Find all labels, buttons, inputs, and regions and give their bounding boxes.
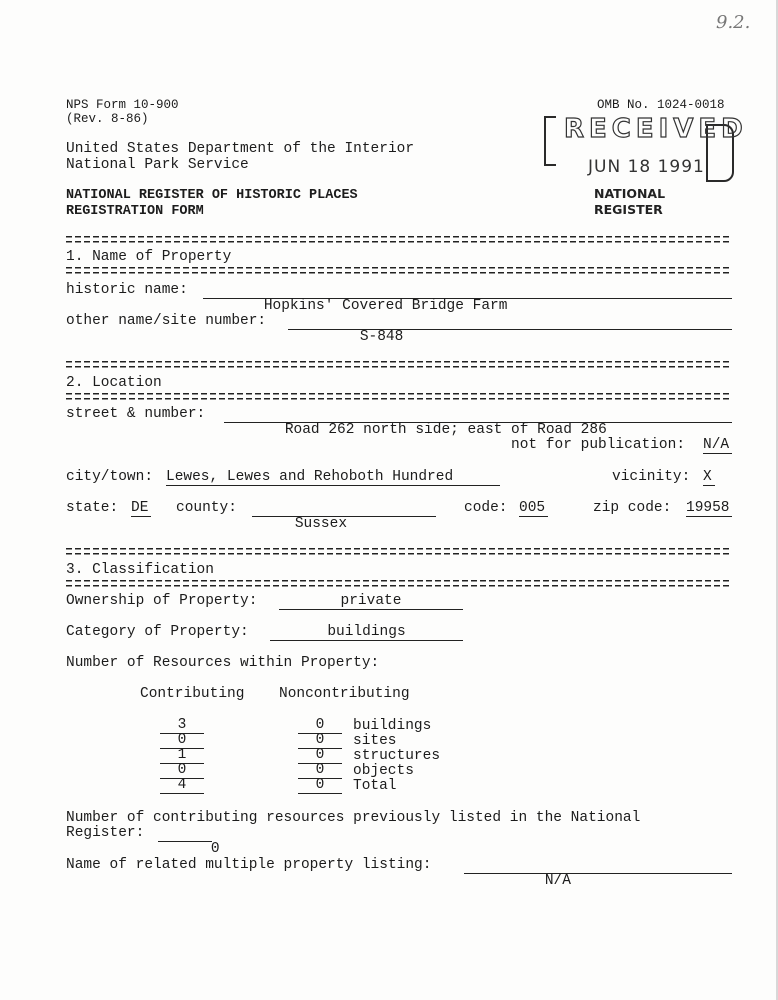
code-value: 005 [519, 500, 548, 517]
previously-listed-line2: Register: [66, 825, 145, 841]
contributing-total: 4 [160, 778, 204, 794]
zip-label: zip code: [593, 500, 672, 516]
multiple-listing-field [464, 857, 732, 889]
omb-number: OMB No. 1024-0018 [597, 98, 725, 112]
multiple-listing-value: N/A [544, 873, 571, 889]
noncontributing-structures: 0 [298, 748, 342, 764]
resource-type-sites: sites [353, 733, 397, 749]
vicinity-label: vicinity: [612, 469, 691, 485]
stamp-national: NATIONAL [594, 186, 666, 201]
section-2-heading: 2. Location [66, 375, 162, 391]
form-number: NPS Form 10-900 [66, 98, 179, 112]
other-name-label: other name/site number: [66, 313, 267, 329]
section-separator [66, 393, 732, 402]
county-field [252, 500, 436, 532]
category-label: Category of Property: [66, 624, 249, 640]
section-separator [66, 548, 732, 557]
contributing-sites: 0 [160, 733, 204, 749]
contributing-header: Contributing [140, 686, 245, 702]
code-label: code: [464, 500, 508, 516]
city-label: city/town: [66, 469, 154, 485]
city-value: Lewes, Lewes and Rehoboth Hundred [166, 469, 500, 486]
county-label: county: [176, 500, 237, 516]
resource-type-structures: structures [353, 748, 441, 764]
department-name: United States Department of the Interior [66, 141, 415, 157]
noncontributing-sites: 0 [298, 733, 342, 749]
street-field [224, 406, 732, 438]
previously-listed-line1: Number of contributing resources previously listed in the National [66, 810, 641, 826]
resource-type-buildings: buildings [353, 718, 432, 734]
zip-value: 19958 [686, 500, 732, 517]
category-value: buildings [270, 624, 463, 641]
historic-name-label: historic name: [66, 282, 188, 298]
noncontributing-buildings: 0 [298, 718, 342, 734]
section-separator [66, 236, 732, 245]
ownership-label: Ownership of Property: [66, 593, 258, 609]
county-value: Sussex [294, 516, 348, 532]
historic-name-field [203, 282, 732, 314]
service-name: National Park Service [66, 157, 249, 173]
resources-label: Number of Resources within Property: [66, 655, 380, 671]
stamp-date: JUN 18 1991 [588, 157, 705, 177]
stamp-register: REGISTER [594, 202, 663, 217]
noncontributing-total: 0 [298, 778, 342, 794]
received-stamp [544, 112, 748, 182]
register-title: NATIONAL REGISTER OF HISTORIC PLACES [66, 188, 358, 203]
contributing-objects: 0 [160, 763, 204, 779]
state-label: state: [66, 500, 119, 516]
section-separator [66, 361, 732, 370]
form-revision: (Rev. 8-86) [66, 112, 149, 126]
section-3-heading: 3. Classification [66, 562, 214, 578]
section-1-heading: 1. Name of Property [66, 249, 232, 265]
resource-type-objects: objects [353, 763, 414, 779]
previously-listed-field [158, 825, 220, 857]
historic-name-value: Hopkins' Covered Bridge Farm [263, 298, 508, 314]
stamp-left-bracket [544, 116, 556, 166]
noncontributing-objects: 0 [298, 763, 342, 779]
handwritten-mark: 9.2. [716, 12, 751, 33]
multiple-listing-label: Name of related multiple property listing: [66, 857, 432, 873]
street-value: Road 262 north side; east of Road 286 [284, 422, 607, 438]
resource-type-total: Total [353, 778, 397, 794]
section-separator [66, 267, 732, 276]
section-separator [66, 580, 732, 589]
form-title: REGISTRATION FORM [66, 204, 204, 219]
street-label: street & number: [66, 406, 206, 422]
noncontributing-header: Noncontributing [279, 686, 410, 702]
previously-listed-value: 0 [210, 841, 220, 857]
state-value: DE [131, 500, 151, 517]
other-name-field [288, 313, 732, 345]
other-name-value: S-848 [359, 329, 404, 345]
contributing-buildings: 3 [160, 718, 204, 734]
contributing-structures: 1 [160, 748, 204, 764]
not-for-publication-label: not for publication: [511, 437, 686, 453]
not-for-publication-value: N/A [703, 437, 732, 454]
vicinity-value: X [703, 469, 715, 486]
stamp-received-word: RECEIVED [564, 114, 748, 144]
ownership-value: private [279, 593, 463, 610]
